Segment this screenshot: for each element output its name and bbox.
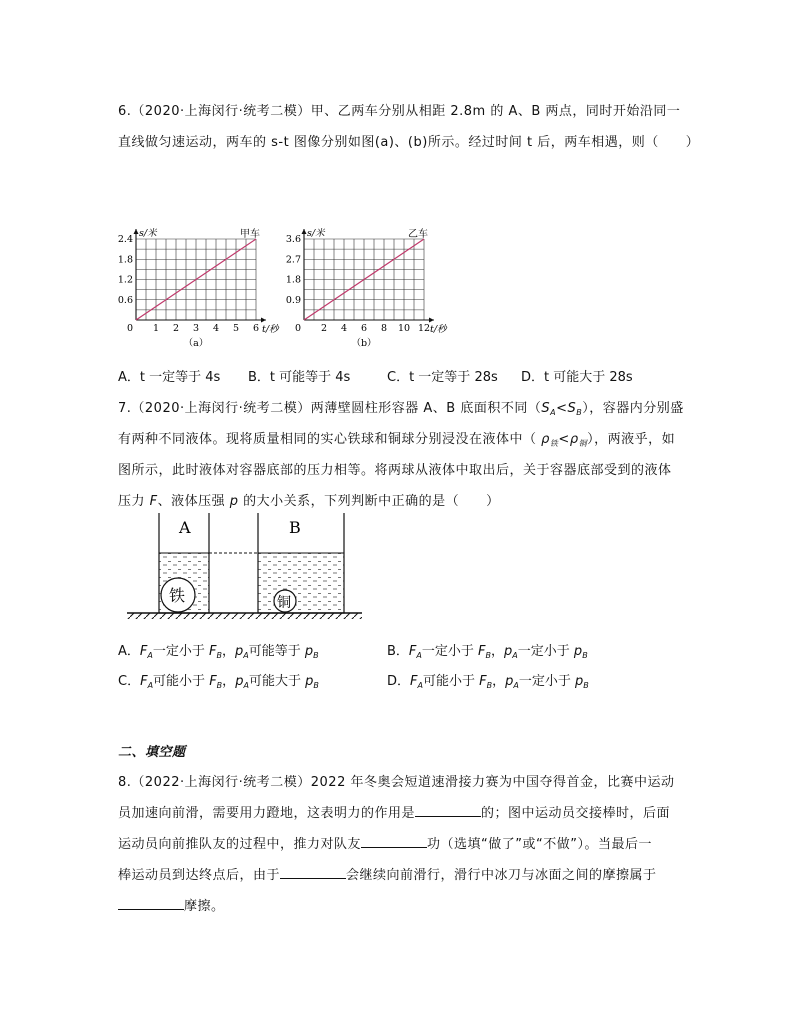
- y-axis-label: s/米: [139, 228, 157, 239]
- section-title: 二、填空题: [118, 745, 186, 760]
- q7-line1: 7.（2020·上海闵行·统考二模）两薄壁圆柱形容器 A、B 底面积不同$(S_A<S_B)$，容器内分别盛: [118, 401, 684, 417]
- liquid-b: [258, 553, 344, 613]
- q7-option-b: B．$F_A$一定小于 $F_B$，$p_A$一定小于 $p_B$: [387, 644, 588, 660]
- y-axis-arrow: [302, 229, 307, 234]
- x-axis-label: t/秒: [262, 324, 279, 335]
- q8-blank-2: [361, 835, 427, 848]
- y-tick-label: 0.6: [117, 294, 133, 306]
- q6-option-d: D．t 可能大于 28s: [521, 370, 633, 385]
- x-tick-label: 10: [397, 323, 411, 334]
- series-label: 甲车: [240, 229, 260, 240]
- iron-ball-label: 铁: [169, 586, 186, 605]
- x-tick-label: 2: [172, 323, 180, 334]
- label-a: A: [179, 518, 191, 537]
- y-axis-label: s/米: [307, 228, 325, 239]
- q6-option-b: B．t 可能等于 4s: [248, 370, 351, 385]
- q8-line5: 摩擦。: [118, 895, 225, 914]
- containers-figure: [122, 513, 362, 623]
- chart-b: [286, 228, 449, 349]
- origin-label: 0: [294, 323, 301, 334]
- q7-line3: 图所示，此时液体对容器底部的压力相等。将两球从液体中取出后，关于容器底部受到的液体: [118, 463, 672, 478]
- x-tick-label: 4: [212, 323, 220, 334]
- q7-line4: 压力 F、液体压强 p 的大小关系，下列判断中正确的是（ ）: [118, 494, 500, 509]
- chart-a: [118, 228, 281, 349]
- x-axis-arrow: [261, 318, 266, 323]
- q8-line1: 8.（2022·上海闵行·统考二模）2022 年冬奥会短道速滑接力赛为中国夺得首金，比赛中运动: [118, 775, 675, 790]
- q8-blank-3: [280, 866, 346, 879]
- y-tick-label: 1.8: [285, 274, 301, 286]
- q7-option-a: A．$F_A$一定小于 $F_B$，$p_A$可能等于 $p_B$: [118, 644, 319, 660]
- q8-blank-1: [415, 804, 481, 817]
- q6-option-a: A．t 一定等于 4s: [118, 370, 221, 385]
- q7-line2: 有两种不同液体。现将质量相同的实心铁球和铜球分别浸没在液体中（ $\rho_铁<\rho_铜$），两液乎，如: [118, 432, 676, 448]
- q6-line2: 直线做匀速运动，两车的 s-t 图像分别如图(a)、(b)所示。经过时间 t 后，两车相遇，则（ ）: [118, 135, 700, 150]
- chart-caption: （a）: [183, 338, 209, 349]
- chart-caption: （b）: [351, 338, 377, 349]
- origin-label: 0: [126, 323, 133, 334]
- x-tick-label: 3: [192, 323, 200, 334]
- q6-line1: 6.（2020·上海闵行·统考二模）甲、乙两车分别从相距 2.8m 的 A、B 两点，同时开始沿同一: [118, 104, 681, 119]
- x-tick-label: 4: [340, 323, 348, 334]
- q7-option-c: C．$F_A$可能小于 $F_B$，$p_A$可能大于 $p_B$: [118, 674, 319, 690]
- q8-line4: 棒运动员到达终点后，由于 会继续向前滑行，滑行中冰刀与冰面之间的摩擦属于: [118, 868, 657, 883]
- y-tick-label: 1.8: [117, 254, 133, 266]
- q7-option-d: D．$F_A$可能小于 $F_B$，$p_A$一定小于 $p_B$: [387, 674, 589, 690]
- x-tick-label: 2: [320, 323, 328, 334]
- y-axis-arrow: [134, 229, 139, 234]
- q6-option-c: C．t 一定等于 28s: [387, 370, 498, 385]
- y-tick-label: 2.4: [117, 234, 133, 245]
- x-tick-label: 6: [252, 323, 260, 334]
- q8-line3: 运动员向前推队友的过程中，推力对队友 功（选填“做了”或“不做”）。当最后一: [118, 837, 652, 852]
- q8-blank-4: [118, 897, 184, 910]
- st-charts: [112, 222, 452, 350]
- x-tick-label: 1: [152, 323, 160, 334]
- q8-line2: 员加速向前滑，需要用力蹬地，这表明力的作用是 的；图中运动员交接棒时，后面: [118, 806, 671, 821]
- x-axis-arrow: [429, 318, 434, 323]
- x-tick-label: 12: [417, 323, 431, 334]
- ground: [127, 613, 362, 619]
- label-b: B: [289, 518, 301, 537]
- y-tick-label: 0.9: [285, 294, 301, 306]
- x-axis-label: t/秒: [430, 324, 447, 335]
- copper-ball-label: 铜: [277, 595, 291, 611]
- y-tick-label: 2.7: [285, 254, 301, 266]
- x-tick-label: 5: [232, 323, 240, 334]
- y-tick-label: 1.2: [117, 274, 133, 286]
- y-tick-label: 3.6: [285, 234, 301, 245]
- series-label: 乙车: [408, 229, 428, 240]
- x-tick-label: 8: [380, 323, 388, 334]
- x-tick-label: 6: [360, 323, 368, 334]
